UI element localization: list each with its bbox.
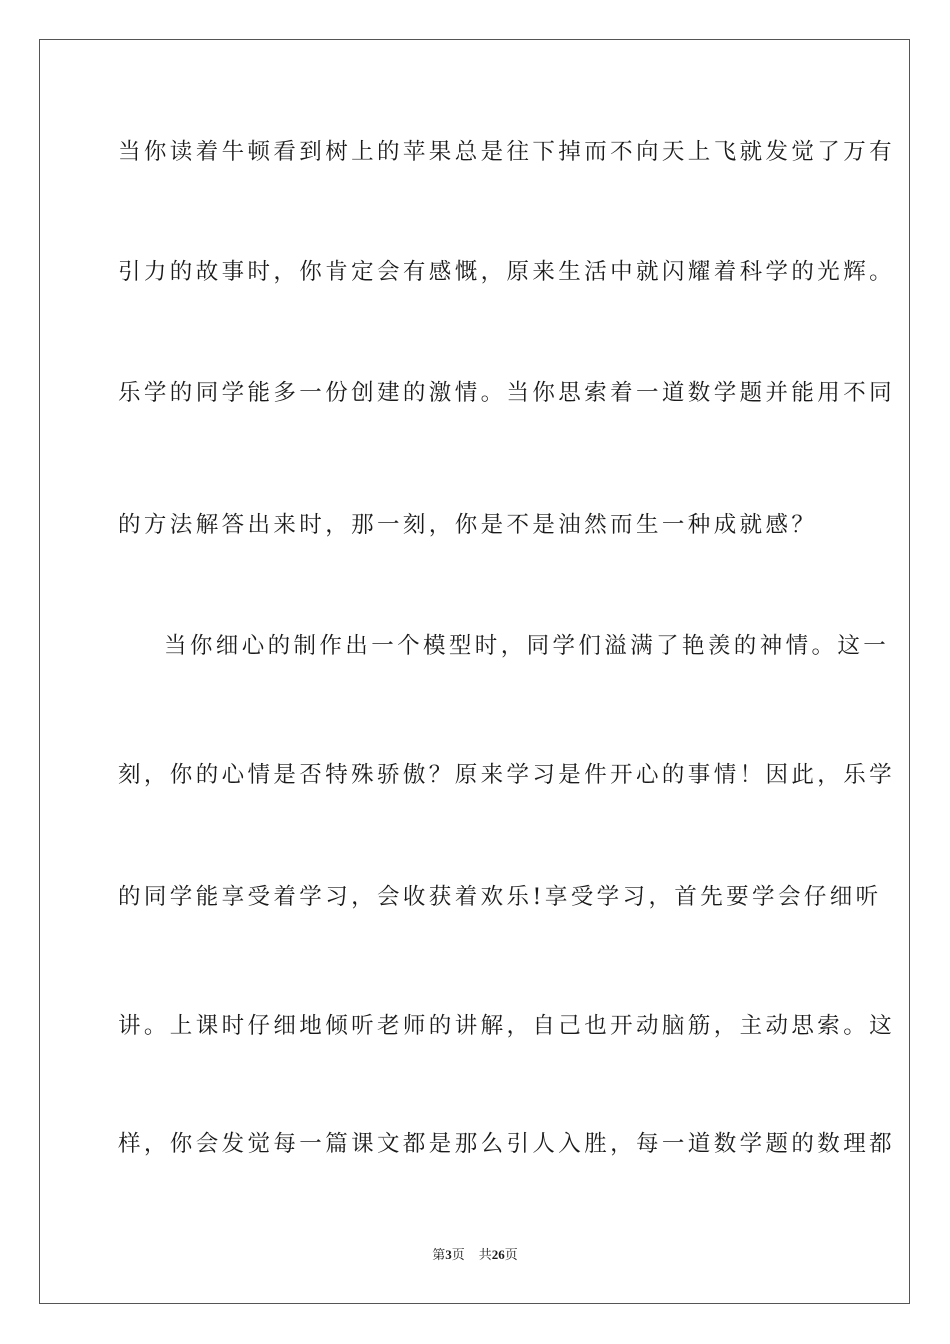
body-line-2: 引力的故事时，你肯定会有感慨，原来生活中就闪耀着科学的光辉。 [118,259,896,285]
body-line-7: 的同学能享受着学习，会收获着欢乐!享受学习，首先要学会仔细听 [118,884,882,910]
body-line-1: 当你读着牛顿看到树上的苹果总是往下掉而不向天上飞就发觉了万有 [118,139,896,165]
body-line-3: 乐学的同学能多一份创建的激情。当你思索着一道数学题并能用不同 [118,380,896,406]
footer-total-pages: 26 [491,1247,505,1262]
page-border [39,39,910,1304]
footer-page-number: 3 [445,1247,452,1262]
body-line-8: 讲。上课时仔细地倾听老师的讲解，自己也开动脑筋，主动思索。这 [118,1013,896,1039]
body-line-5-paragraph-start: 当你细心的制作出一个模型时，同学们溢满了艳羡的神情。这一 [164,633,890,659]
footer-total-suffix: 页 [504,1248,518,1263]
footer-total-prefix: 共 [478,1248,492,1263]
body-line-4: 的方法解答出来时，那一刻，你是不是油然而生一种成就感？ [118,512,818,538]
page-footer [0,1246,950,1265]
footer-page-prefix: 第 [432,1248,446,1263]
body-line-9: 样，你会发觉每一篇课文都是那么引人入胜，每一道数学题的数理都 [118,1131,896,1157]
body-line-6: 刻，你的心情是否特殊骄傲？原来学习是件开心的事情！因此，乐学 [118,762,896,788]
footer-page-suffix: 页 [451,1248,465,1263]
